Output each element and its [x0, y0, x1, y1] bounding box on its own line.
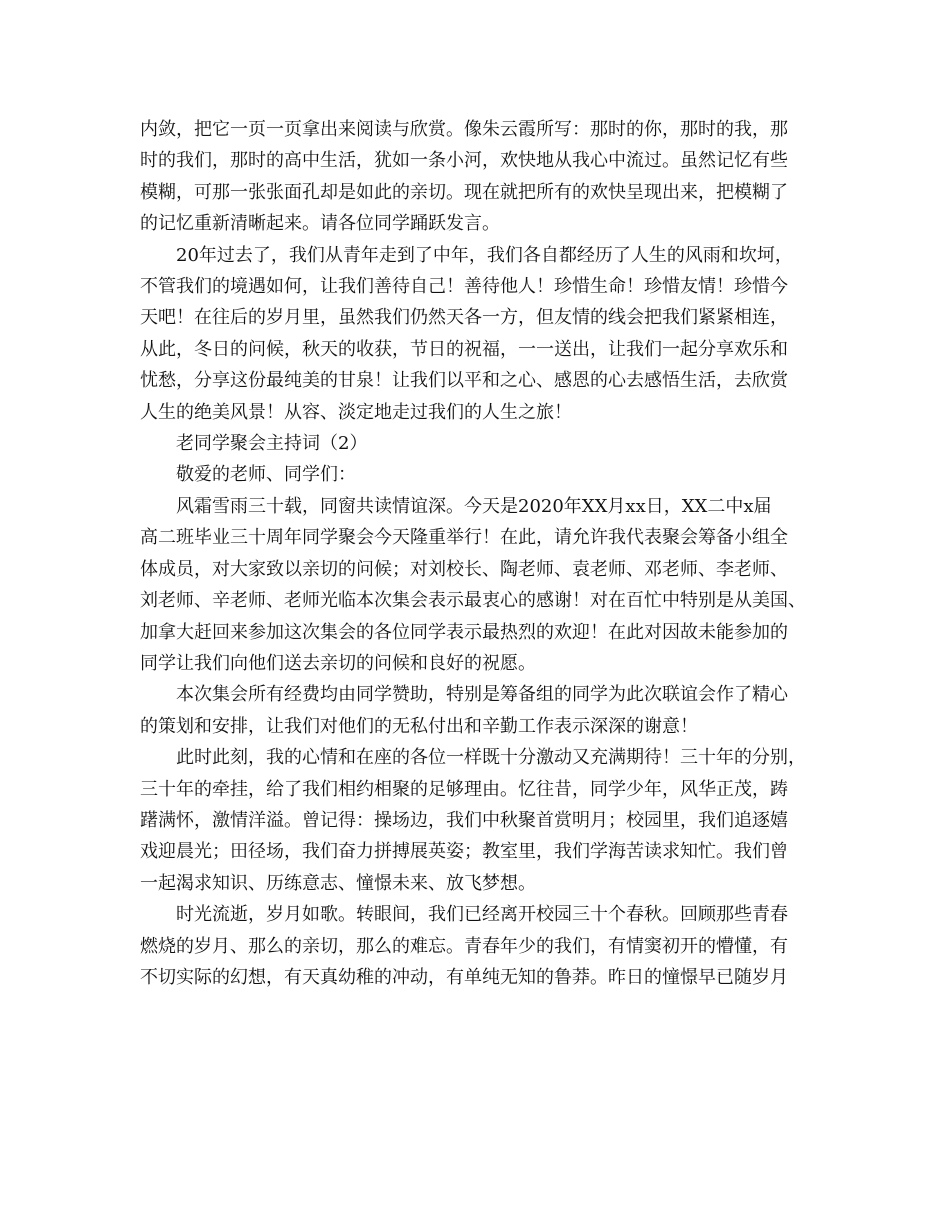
paragraph-opening: 风霜雪雨三十载，同窗共读情谊深。今天是2020年XX月xx日，XX二中x届 高二班毕业三十周年同学聚会今天隆重举行！在此，请允许我代表聚会筹备小组全 体成员，对大家致以亲切的问候；对刘校长、陶老师、袁老师、邓老师、李老师、 刘老师、辛老师、老师光临本次集会表示最衷心的感谢！对在百忙中特别是从美国、 加拿大赶回来参加这次集会的各位同学表示最热烈的欢迎！在此对因故未能参加的 同学让我们向他们送去亲切的问候和良好的祝愿。 — [140, 495, 806, 674]
paragraph-memories: 此时此刻，我的心情和在座的各位一样既十分激动又充满期待！三十年的分别， 三十年的牵挂，给了我们相约相聚的足够理由。忆往昔，同学少年，风华正茂，踌 躇满怀，激情洋溢。曾记得：操场边，我们中秋聚首赏明月；校园里，我们追逐嬉 戏迎晨光；田径场，我们奋力拼搏展英姿；教室里，我们学海苦读求知忙。我们曾 一起渴求知识、历练意志、憧憬未来、放飞梦想。 — [140, 747, 806, 894]
paragraph-twenty-years: 20年过去了，我们从青年走到了中年，我们各自都经历了人生的风雨和坎坷， 不管我们的境遇如何，让我们善待自己！善待他人！珍惜生命！珍惜友情！珍惜今 天吧！在往后的岁月里，虽然我们仍然天各一方，但友情的线会把我们紧紧相连， 从此，冬日的问候，秋天的收获，节日的祝福，一一送出，让我们一起分享欢乐和 忧愁，分享这份最纯美的甘泉！让我们以平和之心、感恩的心去感悟生活，去欣赏 人生的绝美风景！从容、淡定地走过我们的人生之旅！ — [140, 244, 793, 423]
paragraph-time-passing: 时光流逝，岁月如歌。转眼间，我们已经离开校园三十个春秋。回顾那些青春 燃烧的岁月、那么的亲切，那么的难忘。青春年少的我们，有情窦初开的懵懂，有 不切实际的幻想，有天真幼稚的冲动，有单纯无知的鲁莽。昨日的憧憬早已随岁月 — [140, 904, 788, 988]
salutation: 敬爱的老师、同学们： — [176, 464, 356, 486]
document-body — [140, 114, 820, 993]
section-heading: 老同学聚会主持词（2） — [176, 433, 368, 455]
paragraph-funding: 本次集会所有经费均由同学赞助，特别是筹备组的同学为此次联谊会作了精心 的策划和安排，让我们对他们的无私付出和辛勤工作表示深深的谢意！ — [140, 684, 788, 737]
paragraph-continuation: 内敛，把它一页一页拿出来阅读与欣赏。像朱云霞所写：那时的你，那时的我，那 时的我们，那时的高中生活，犹如一条小河，欢快地从我心中流过。虽然记忆有些 模糊，可那一张张面孔却是如此的亲切。现在就把所有的欢快呈现出来，把模糊了 的记忆重新清晰起来。请各位同学踊跃发言。 — [140, 119, 788, 235]
